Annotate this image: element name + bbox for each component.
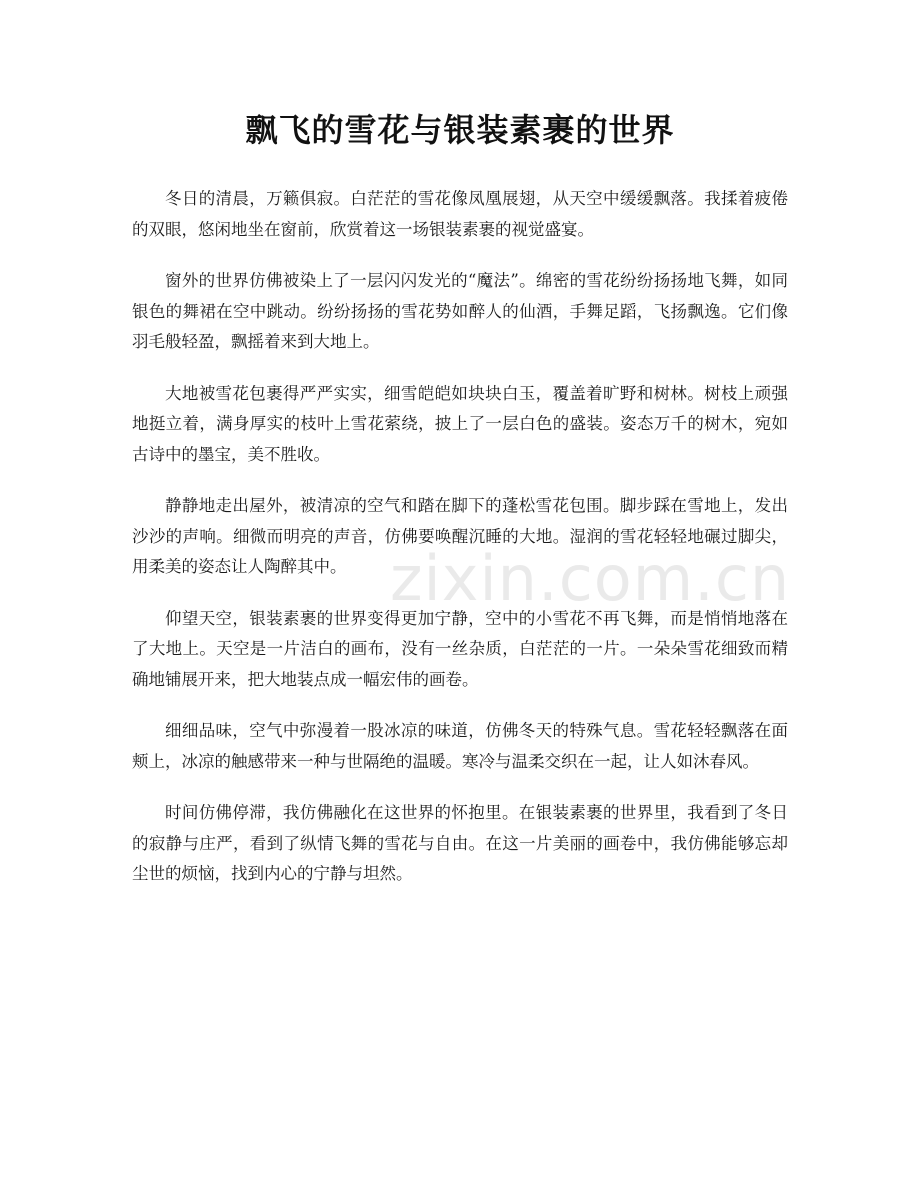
paragraph-3: 大地被雪花包裹得严严实实，细雪皑皑如块块白玉，覆盖着旷野和树林。树枝上顽强地挺立着，满身厚实的枝叶上雪花萦绕，披上了一层白色的盛装。姿态万千的树木，宛如古诗中的墨宝，美不胜收。 [132, 383, 788, 464]
paragraph-6: 细细品味，空气中弥漫着一股冰凉的味道，仿佛冬天的特殊气息。雪花轻轻飘落在面颊上，冰凉的触感带来一种与世隔绝的温暖。寒冷与温柔交织在一起，让人如沐春风。 [132, 721, 788, 771]
paragraph-5: 仰望天空，银装素裹的世界变得更加宁静，空中的小雪花不再飞舞，而是悄悄地落在了大地上。天空是一片洁白的画布，没有一丝杂质，白茫茫的一片。一朵朵雪花细致而精确地铺展开来，把大地装点成一幅宏伟的画卷。 [132, 608, 788, 689]
document-body [132, 184, 791, 911]
document-title: 飘飞的雪花与银装素裹的世界 [245, 111, 675, 149]
paragraph-4: 静静地走出屋外，被清凉的空气和踏在脚下的蓬松雪花包围。脚步踩在雪地上，发出沙沙的声响。细微而明亮的声音，仿佛要唤醒沉睡的大地。湿润的雪花轻轻地碾过脚尖，用柔美的姿态让人陶醉其中。 [132, 496, 788, 576]
paragraph-7: 时间仿佛停滞，我仿佛融化在这世界的怀抱里。在银装素裹的世界里，我看到了冬日的寂静与庄严，看到了纵情飞舞的雪花与自由。在这一片美丽的画卷中，我仿佛能够忘却尘世的烦恼，找到内心的宁静与坦然。 [132, 803, 788, 883]
paragraph-1: 冬日的清晨，万籁俱寂。白茫茫的雪花像凤凰展翅，从天空中缓缓飘落。我揉着疲倦的双眼，悠闲地坐在窗前，欣赏着这一场银装素裹的视觉盛宴。 [132, 189, 788, 239]
paragraph-2: 窗外的世界仿佛被染上了一层闪闪发光的“魔法”。绵密的雪花纷纷扬扬地飞舞，如同银色的舞裙在空中跳动。纷纷扬扬的雪花势如醉人的仙酒，手舞足蹈，飞扬飘逸。它们像羽毛般轻盈，飘摇着来到大地上。 [132, 271, 788, 351]
watermark: zixin.com.cn [390, 542, 791, 615]
